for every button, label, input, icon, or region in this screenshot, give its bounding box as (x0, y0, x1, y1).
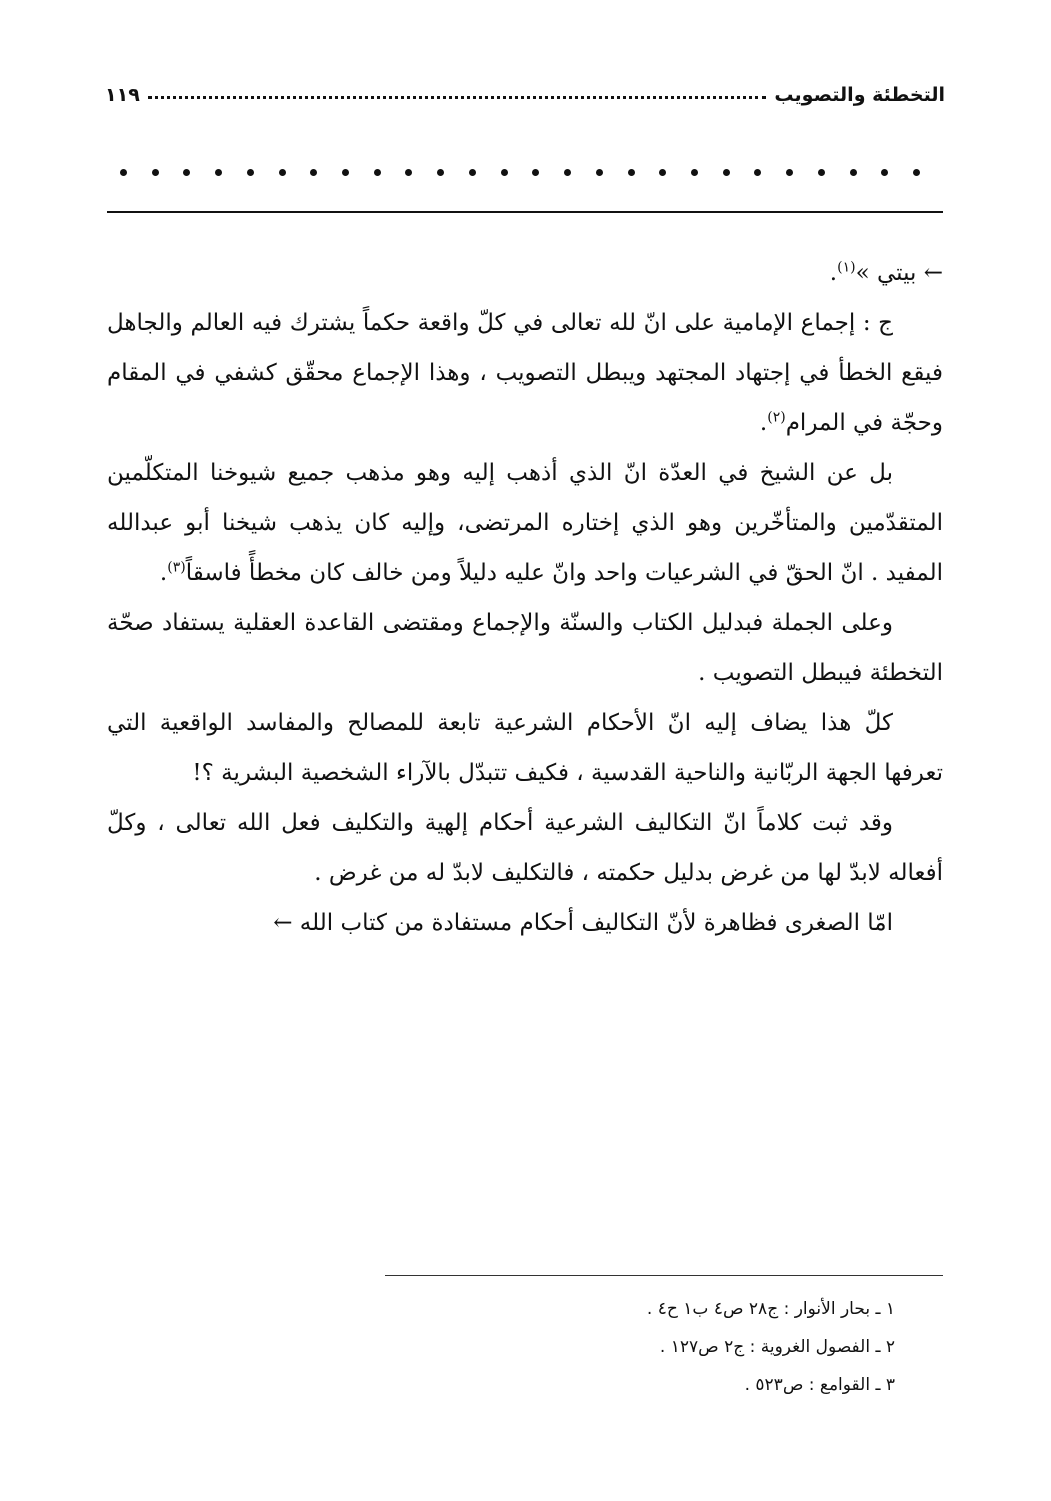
paragraph: ج : إجماع الإمامية على انّ لله تعالى في كلّ واقعة حكماً يشترك فيه العالم والجاهل فيقع الخطأ في إجتهاد المجتهد ويبطل التصويب ، وهذا الإجماع محقّق كشفي في المقام وحجّة في المرام$^{(٢)}$. (107, 310, 943, 436)
dotted-leader (148, 96, 767, 99)
ornament-dot (342, 169, 349, 176)
paragraph: وعلى الجملة فبدليل الكتاب والسنّة والإجماع ومقتضى القاعدة العقلية يستفاد صحّة التخطئة فيبطل التصويب . (107, 610, 943, 686)
footnote-ref-3: (٣) (167, 559, 186, 576)
ornament-dot (628, 169, 635, 176)
ornament-dot (723, 169, 730, 176)
footnote-1: ١ ـ بحار الأنوار : ج٢٨ ص٤ ب١ ح٤ . (646, 1299, 895, 1319)
ornament-dot (881, 169, 888, 176)
ornament-dot (120, 169, 127, 176)
ornament-dot (850, 169, 857, 176)
paragraph: وقد ثبت كلاماً انّ التكاليف الشرعية أحكام إلهية والتكليف فعل الله تعالى ، وكلّ أفعاله لابدّ لها من غرض بدليل حكمته ، فالتكليف لابدّ له من غرض . (107, 810, 943, 886)
ornament-dot (183, 169, 190, 176)
body-text (107, 248, 943, 948)
ornament-dot (279, 169, 286, 176)
paragraph: بل عن الشيخ في العدّة انّ الذي أذهب إليه وهو مذهب جميع شيوخنا المتكلّمين المتقدّمين والمتأخّرين وهو الذي إختاره المرتضى، وإليه كان يذهب شيخنا أبو عبدالله المفيد . انّ الحقّ في الشرعيات واحد وانّ عليه دليلاً ومن خالف كان مخطأً فاسقاً$^{(٣)}$. (107, 460, 943, 586)
ornament-dot (152, 169, 159, 176)
footnotes (385, 1290, 895, 1404)
running-header (105, 70, 945, 106)
ornament-dot (596, 169, 603, 176)
ornament-dot (818, 169, 825, 176)
paragraph: كلّ هذا يضاف إليه انّ الأحكام الشرعية تابعة للمصالح والمفاسد الواقعية التي تعرفها الجهة الربّانية والناحية القدسية ، فكيف تتبدّل بالآراء الشخصية البشرية ؟! (107, 710, 943, 786)
footnote-2: ٢ ـ الفصول الغروية : ج٢ ص١٢٧ . (659, 1337, 895, 1357)
footnote-ref-2: (٢) (767, 409, 786, 426)
paragraph: امّا الصغرى فظاهرة لأنّ التكاليف أحكام مستفادة من كتاب الله ← (273, 910, 893, 936)
paragraph-continuation: ← بيتي »$^{(١)}$. (829, 259, 943, 286)
ornament-dot (659, 169, 666, 176)
ornament-dot (247, 169, 254, 176)
ornament-dot (215, 169, 222, 176)
chapter-title: التخطئة والتصويب (774, 84, 945, 106)
dot-ornament (120, 160, 920, 184)
ornament-dot (437, 169, 444, 176)
ornament-dot (913, 169, 920, 176)
ornament-dot (532, 169, 539, 176)
ornament-dot (754, 169, 761, 176)
ornament-dot (405, 169, 412, 176)
footnote-ref-1: (١) (837, 259, 856, 276)
ornament-dot (564, 169, 571, 176)
ornament-dot (469, 169, 476, 176)
ornament-dot (501, 169, 508, 176)
ornament-dot (786, 169, 793, 176)
ornament-dot (691, 169, 698, 176)
ornament-dot (374, 169, 381, 176)
header-rule (107, 211, 943, 213)
footnote-rule (385, 1275, 943, 1276)
ornament-dot (310, 169, 317, 176)
page-number: ١١٩ (105, 84, 140, 106)
footnote-3: ٣ ـ القوامع : ص٥٢٣ . (744, 1375, 895, 1395)
